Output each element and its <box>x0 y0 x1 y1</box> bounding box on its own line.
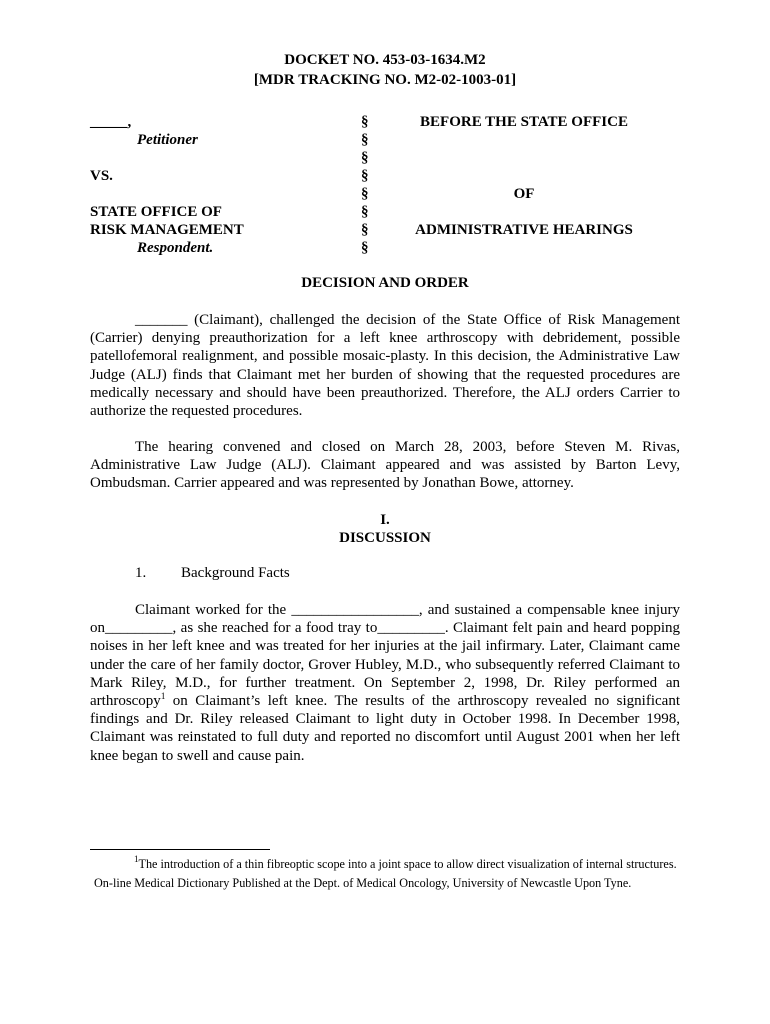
section-title: DISCUSSION <box>339 530 431 546</box>
respondent-name-line1: STATE OFFICE OF <box>90 204 222 220</box>
section-symbol: § <box>361 186 369 202</box>
caption-spacer <box>390 131 658 149</box>
docket-header <box>0 50 770 90</box>
section-symbol: § <box>361 168 369 184</box>
background-paragraph-text-b: on Claimant’s left knee. The results of the arthroscopy revealed no significant findings and Dr. Riley released Claimant to light duty in October 1998. In December 1998, Claimant was reinstated to full duty and reported no discomfort until August 2001 when her left knee began to swell and cause pain. <box>90 693 680 764</box>
footnote-line2: On-line Medical Dictionary Published at the Dept. of Medical Oncology, University of Newcastle Upon Tyne. <box>94 876 632 890</box>
section-symbol: § <box>361 150 369 166</box>
caption-spacer <box>90 185 244 203</box>
footnote-reference[interactable]: 1 <box>160 691 166 702</box>
tracking-number: [MDR TRACKING NO. M2-02-1003-01] <box>253 72 517 88</box>
petitioner-name-blank: _____, <box>90 114 132 130</box>
section-heading <box>0 511 770 547</box>
case-caption-tribunal <box>390 113 658 239</box>
background-paragraph-text-a: Claimant worked for the _________________, and sustained a compensable knee injury on_________, as she reached for a food tray to_________. Claimant felt pain and heard popping noises in her left knee and was treated for her injuries at the jail infirmary. Later, Claimant came under the care of her family doctor, Grover Hubley, M.D., who subsequently referred Claimant to Mark Riley, M.D., for further treatment. On September 2, 1998, Dr. Riley performed an arthroscopy <box>90 602 680 710</box>
intro-paragraph-text: _______ (Claimant), challenged the decision of the State Office of Risk Management (Carrier) denying preauthorization for a left knee arthroscopy with debridement, possible patellofemoral realignment, and possible mosaic-plasty. In this decision, the Administrative Law Judge (ALJ) finds that Claimant met her burden of showing that the requested procedures are medically necessary and should have been preauthorized. Therefore, the ALJ orders Carrier to authorize the requested procedures. <box>90 312 680 420</box>
section-symbol: § <box>361 114 369 130</box>
petitioner-label: Petitioner <box>137 132 198 148</box>
tribunal-line2: OF <box>513 186 535 202</box>
subsection-title: Background Facts <box>181 565 290 581</box>
footnote-text-line1: The introduction of a thin fibreoptic scope into a joint space to allow direct visualization of internal structures. <box>138 857 677 871</box>
caption-spacer <box>90 149 244 167</box>
caption-spacer <box>390 203 658 221</box>
case-caption-parties <box>90 113 244 257</box>
respondent-name-line2: RISK MANAGEMENT <box>90 222 244 238</box>
section-symbol-column <box>361 113 369 257</box>
caption-spacer <box>390 167 658 185</box>
docket-number: DOCKET NO. 453-03-1634.M2 <box>284 52 486 68</box>
section-symbol: § <box>361 132 369 148</box>
footnote-number: 1 <box>134 854 139 864</box>
respondent-label: Respondent. <box>137 240 214 256</box>
versus-label: VS. <box>90 168 113 184</box>
tribunal-line1: BEFORE THE STATE OFFICE <box>420 114 628 130</box>
subsection-number: 1. <box>135 565 147 581</box>
section-symbol: § <box>361 240 369 256</box>
section-numeral: I. <box>380 512 390 528</box>
intro-paragraph <box>90 311 680 420</box>
document-title: DECISION AND ORDER <box>301 275 469 291</box>
section-symbol: § <box>361 222 369 238</box>
footnote-line1 <box>134 855 734 873</box>
section-symbol: § <box>361 204 369 220</box>
caption-spacer <box>390 149 658 167</box>
tribunal-line3: ADMINISTRATIVE HEARINGS <box>415 222 633 238</box>
footnote-separator <box>90 849 270 850</box>
hearing-paragraph <box>90 438 680 493</box>
background-paragraph <box>90 601 680 765</box>
hearing-paragraph-text: The hearing convened and closed on March 28, 2003, before Steven M. Rivas, Administrative Law Judge (ALJ). Claimant appeared and was assisted by Barton Levy, Ombudsman. Carrier appeared and was represented by Jonathan Bowe, attorney. <box>90 439 680 492</box>
